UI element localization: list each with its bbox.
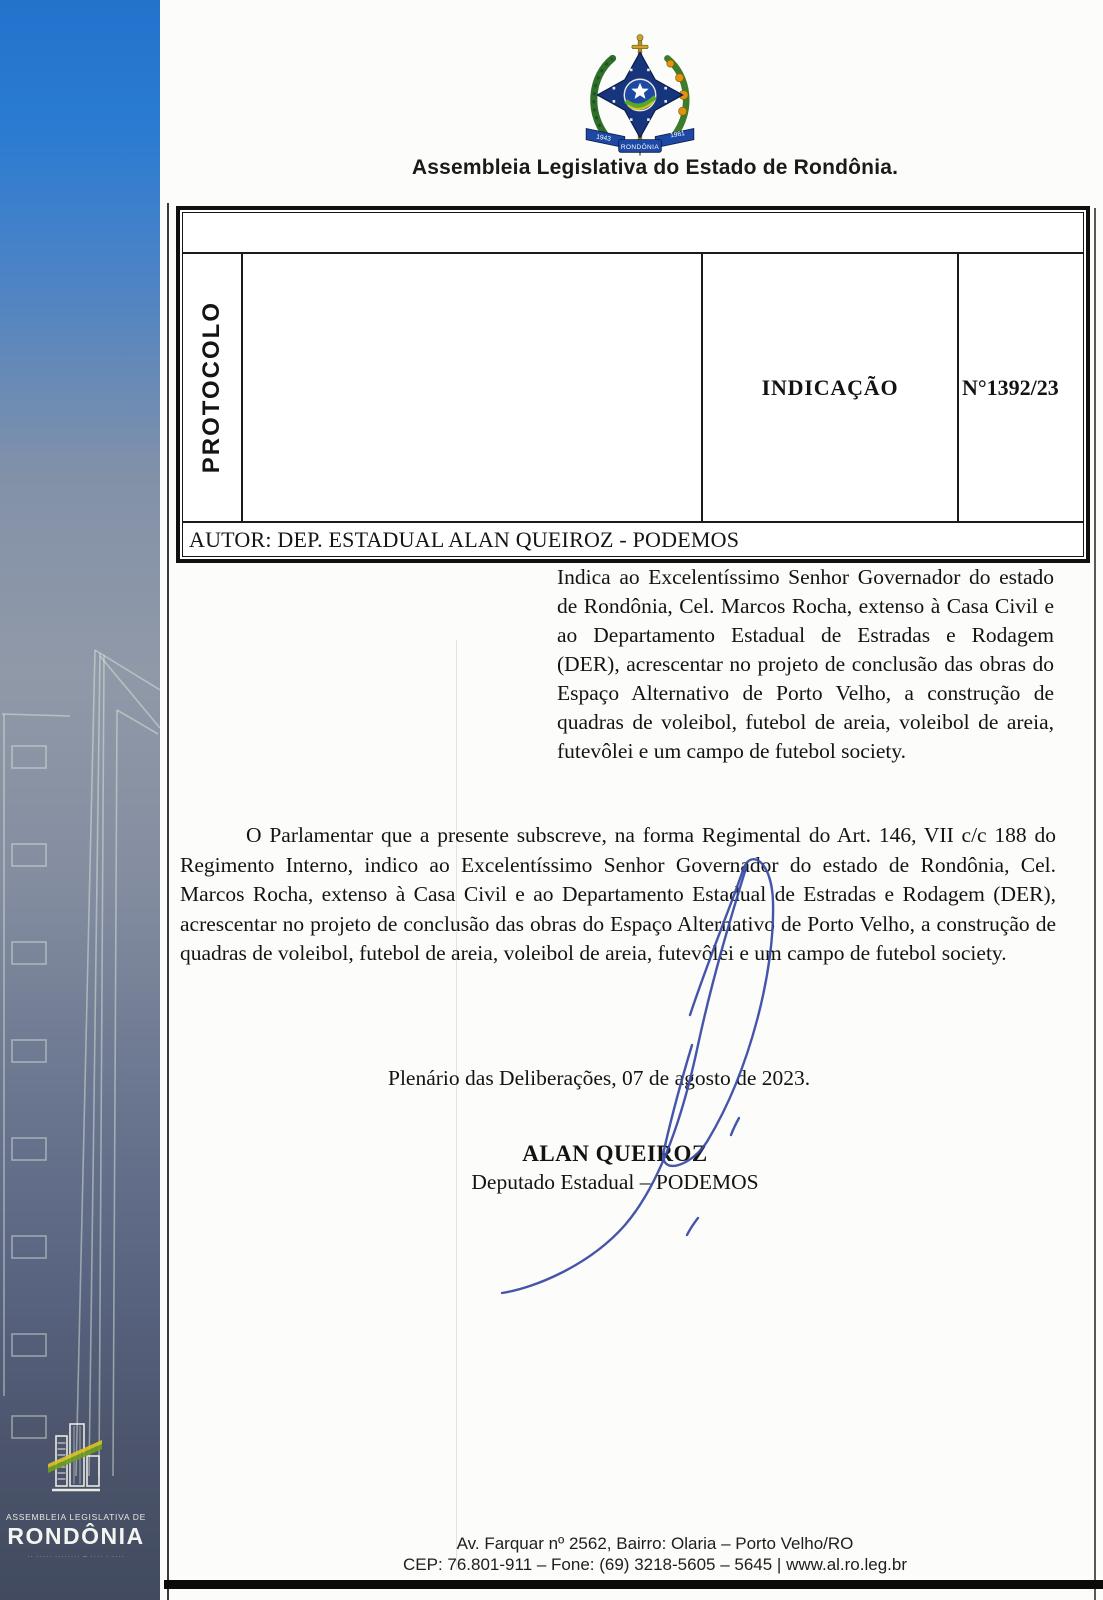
author-row: AUTOR: DEP. ESTADUAL ALAN QUEIROZ - PODEMOS	[183, 521, 1083, 556]
protocol-cell	[183, 254, 243, 521]
doc-type-cell: INDICAÇÃO	[703, 254, 959, 521]
spine-state-name: RONDÔNIA	[7, 1523, 145, 1549]
coa-state-name: RONDÔNIA	[620, 143, 660, 151]
protocol-table-inner-border	[182, 212, 1084, 557]
rondonia-coat-of-arms	[574, 32, 706, 162]
signer-title: Deputado Estadual – PODEMOS	[471, 1170, 759, 1194]
page-edge-shadow-left	[167, 203, 169, 1600]
main-paragraph: O Parlamentar que a presente subscreve, na forma Regimental do Art. 146, VII c/c 188 do Regimento Interno, indico ao Excelentíssimo Senhor Governador do estado de Rondônia, Cel. Marcos Rocha, extenso à Casa Civil e ao Departamento Estadual de Estradas e Rodagem (DER), acrescentar no projeto de conclusão das obras do Espaço Alternativo de Porto Velho, a construção de quadras de voleibol, futebol de areia, voleibol de areia, futevôlei e um campo de futebol society.	[180, 823, 1056, 965]
footer-contact-line: CEP: 76.801-911 – Fone: (69) 3218-5605 – 5645 | www.al.ro.leg.br	[402, 1555, 908, 1574]
footer-address-line: Av. Farquar nº 2562, Bairro: Olaria – Porto Velho/RO	[456, 1534, 854, 1553]
institution-title: Assembleia Legislativa do Estado de Rondônia.	[411, 156, 899, 179]
protocol-label: PROTOCOLO	[198, 301, 225, 474]
scan-bottom-bar	[164, 1580, 1103, 1589]
spine-org-line: ASSEMBLEIA LEGISLATIVA DE	[5, 1512, 146, 1522]
scan-cover-spine	[0, 0, 160, 1600]
footer	[190, 1533, 1103, 1575]
signature-block	[400, 1141, 830, 1195]
page-edge-shadow-right	[1094, 208, 1096, 1600]
building-sketch-art	[0, 596, 160, 1476]
scan-crease-line	[456, 640, 457, 1570]
plenary-date-line: Plenário das Deliberações, 07 de agosto de 2023.	[388, 1066, 811, 1090]
protocol-table-main-row	[183, 254, 1083, 521]
coa-year-right: 1981	[669, 130, 686, 140]
alero-building-icon	[44, 1418, 108, 1502]
protocol-table-empty-row	[183, 213, 1083, 254]
protocol-stamp-area	[243, 254, 703, 521]
spine-tagline: ·· ····· ········ – ···· · ····	[27, 1553, 125, 1560]
doc-number-cell: N°1392/23	[962, 374, 1059, 400]
coa-year-left: 1943	[595, 133, 612, 143]
signer-name: ALAN QUEIROZ	[522, 1141, 708, 1166]
protocol-table	[176, 206, 1090, 563]
alero-logo	[0, 1418, 152, 1560]
indication-summary: Indica ao Excelentíssimo Senhor Governador do estado de Rondônia, Cel. Marcos Rocha, extenso à Casa Civil e ao Departamento Estadual de Estradas e Rodagem (DER), acrescentar no projeto de conclusão das obras do Espaço Alternativo de Porto Velho, a construção de quadras de voleibol, futebol de areia, voleibol de areia, futevôlei e um campo de futebol society.	[557, 565, 1054, 763]
